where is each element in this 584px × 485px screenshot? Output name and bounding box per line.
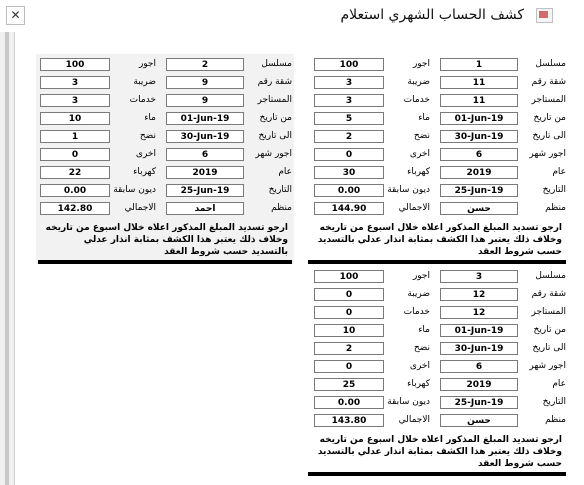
field-value-to-date[interactable]: 30-Jun-19 xyxy=(440,342,518,355)
field-label-tenant: المستاجر xyxy=(257,95,292,105)
record-selector-bar[interactable] xyxy=(0,32,15,485)
field-value-services[interactable]: 0 xyxy=(314,306,384,319)
field-value-drainage[interactable]: 1 xyxy=(40,130,110,143)
field-label-from-date: من تاريخ xyxy=(533,325,566,335)
field-value-wages[interactable]: 100 xyxy=(314,270,384,283)
field-value-organizer[interactable]: احمد xyxy=(166,202,244,215)
record-card-3 xyxy=(306,266,568,476)
window-title: كشف الحساب الشهري استعلام xyxy=(340,7,524,23)
field-value-apartment[interactable]: 11 xyxy=(440,76,518,89)
field-label-water: ماء xyxy=(418,113,430,123)
title-bar xyxy=(0,0,584,33)
field-label-other: اخرى xyxy=(135,149,156,159)
field-label-services: خدمات xyxy=(403,95,430,105)
field-label-to-date: الى تاريخ xyxy=(258,131,292,141)
field-value-year[interactable]: 2019 xyxy=(440,378,518,391)
payment-note: ارجو تسديد المبلغ المذكور اعلاه خلال اسبوع من تاريخه وخلاف ذلك يعتبر هذا الكشف بمثابة انذار عدلي بالتسديد حسب شروط العقد xyxy=(317,435,562,469)
field-label-tax: ضريبة xyxy=(407,77,430,87)
field-label-to-date: الى تاريخ xyxy=(532,131,566,141)
field-value-month-wages[interactable]: 6 xyxy=(166,148,244,161)
field-value-tax[interactable]: 0 xyxy=(314,288,384,301)
field-label-apartment: شقة رقم xyxy=(531,77,566,87)
field-label-total: الاجمالي xyxy=(398,203,430,213)
field-value-prev-debts[interactable]: 0.00 xyxy=(314,396,384,409)
field-value-from-date[interactable]: 01-Jun-19 xyxy=(440,112,518,125)
form-icon xyxy=(536,8,553,23)
field-label-to-date: الى تاريخ xyxy=(532,343,566,353)
close-button[interactable]: ✕ xyxy=(6,6,25,25)
field-label-month-wages: اجور شهر xyxy=(529,149,566,159)
field-value-water[interactable]: 5 xyxy=(314,112,384,125)
field-label-serial: مسلسل xyxy=(261,59,292,69)
field-value-tenant[interactable]: 12 xyxy=(440,306,518,319)
field-value-drainage[interactable]: 2 xyxy=(314,342,384,355)
field-value-electricity[interactable]: 25 xyxy=(314,378,384,391)
field-label-wages: اجور xyxy=(412,59,430,69)
field-label-tax: ضريبة xyxy=(407,289,430,299)
field-value-to-date[interactable]: 30-Jun-19 xyxy=(166,130,244,143)
field-value-year[interactable]: 2019 xyxy=(440,166,518,179)
field-value-water[interactable]: 10 xyxy=(40,112,110,125)
field-value-organizer[interactable]: حسن xyxy=(440,414,518,427)
field-value-to-date[interactable]: 30-Jun-19 xyxy=(440,130,518,143)
field-label-tenant: المستاجر xyxy=(531,307,566,317)
field-label-drainage: نضح xyxy=(139,131,156,141)
field-label-drainage: نضح xyxy=(413,343,430,353)
field-label-organizer: منظم xyxy=(545,415,566,425)
field-value-prev-debts[interactable]: 0.00 xyxy=(40,184,110,197)
field-label-year: عام xyxy=(278,167,292,177)
field-value-water[interactable]: 10 xyxy=(314,324,384,337)
field-value-serial[interactable]: 2 xyxy=(166,58,244,71)
field-label-year: عام xyxy=(552,379,566,389)
field-value-other[interactable]: 0 xyxy=(314,360,384,373)
field-value-serial[interactable]: 1 xyxy=(440,58,518,71)
field-label-apartment: شقة رقم xyxy=(531,289,566,299)
divider-line xyxy=(38,260,292,264)
field-label-organizer: منظم xyxy=(271,203,292,213)
field-label-electricity: كهرباء xyxy=(133,167,156,177)
field-label-date: التاريخ xyxy=(542,185,566,195)
field-value-total[interactable]: 142.80 xyxy=(40,202,110,215)
field-value-other[interactable]: 0 xyxy=(314,148,384,161)
field-label-wages: اجور xyxy=(412,271,430,281)
field-label-prev-debts: ديون سابقة xyxy=(387,185,430,195)
field-value-total[interactable]: 144.90 xyxy=(314,202,384,215)
field-label-services: خدمات xyxy=(129,95,156,105)
field-value-tax[interactable]: 3 xyxy=(40,76,110,89)
divider-line xyxy=(308,260,566,264)
field-label-tax: ضريبة xyxy=(133,77,156,87)
field-label-date: التاريخ xyxy=(542,397,566,407)
field-value-services[interactable]: 3 xyxy=(40,94,110,107)
field-value-from-date[interactable]: 01-Jun-19 xyxy=(166,112,244,125)
field-label-other: اخرى xyxy=(409,361,430,371)
field-label-tenant: المستاجر xyxy=(531,95,566,105)
payment-note: ارجو تسديد المبلغ المذكور اعلاه خلال اسبوع من تاريخه وخلاف ذلك يعتبر هذا الكشف بمثابة انذار عدلي بالتسديد حسب شروط العقد xyxy=(45,223,288,257)
field-label-organizer: منظم xyxy=(545,203,566,213)
field-value-wages[interactable]: 100 xyxy=(314,58,384,71)
field-value-total[interactable]: 143.80 xyxy=(314,414,384,427)
field-label-prev-debts: ديون سابقة xyxy=(113,185,156,195)
field-value-month-wages[interactable]: 6 xyxy=(440,148,518,161)
field-value-electricity[interactable]: 22 xyxy=(40,166,110,179)
field-value-month-wages[interactable]: 6 xyxy=(440,360,518,373)
field-label-serial: مسلسل xyxy=(535,59,566,69)
field-label-total: الاجمالي xyxy=(398,415,430,425)
field-label-drainage: نضح xyxy=(413,131,430,141)
field-label-serial: مسلسل xyxy=(535,271,566,281)
field-label-wages: اجور xyxy=(138,59,156,69)
field-label-services: خدمات xyxy=(403,307,430,317)
field-label-year: عام xyxy=(552,167,566,177)
field-label-from-date: من تاريخ xyxy=(533,113,566,123)
field-label-water: ماء xyxy=(418,325,430,335)
field-value-date[interactable]: 25-Jun-19 xyxy=(440,184,518,197)
field-value-wages[interactable]: 100 xyxy=(40,58,110,71)
field-value-date[interactable]: 25-Jun-19 xyxy=(166,184,244,197)
record-card-1 xyxy=(306,54,568,264)
field-value-drainage[interactable]: 2 xyxy=(314,130,384,143)
field-label-total: الاجمالي xyxy=(124,203,156,213)
field-value-year[interactable]: 2019 xyxy=(166,166,244,179)
field-value-serial[interactable]: 3 xyxy=(440,270,518,283)
field-value-tenant[interactable]: 11 xyxy=(440,94,518,107)
payment-note: ارجو تسديد المبلغ المذكور اعلاه خلال اسبوع من تاريخه وخلاف ذلك يعتبر هذا الكشف بمثابة انذار عدلي بالتسديد حسب شروط العقد xyxy=(317,223,562,257)
record-card-2 xyxy=(36,54,294,264)
field-label-electricity: كهرباء xyxy=(407,167,430,177)
divider-line xyxy=(308,472,566,476)
field-label-apartment: شقة رقم xyxy=(257,77,292,87)
field-label-water: ماء xyxy=(144,113,156,123)
field-value-apartment[interactable]: 12 xyxy=(440,288,518,301)
field-label-other: اخرى xyxy=(409,149,430,159)
field-label-month-wages: اجور شهر xyxy=(529,361,566,371)
field-label-from-date: من تاريخ xyxy=(259,113,292,123)
field-label-prev-debts: ديون سابقة xyxy=(387,397,430,407)
field-label-date: التاريخ xyxy=(268,185,292,195)
field-value-apartment[interactable]: 9 xyxy=(166,76,244,89)
field-value-organizer[interactable]: حسن xyxy=(440,202,518,215)
field-value-tax[interactable]: 3 xyxy=(314,76,384,89)
field-label-electricity: كهرباء xyxy=(407,379,430,389)
field-value-other[interactable]: 0 xyxy=(40,148,110,161)
field-value-prev-debts[interactable]: 0.00 xyxy=(314,184,384,197)
field-value-date[interactable]: 25-Jun-19 xyxy=(440,396,518,409)
field-value-services[interactable]: 3 xyxy=(314,94,384,107)
field-label-month-wages: اجور شهر xyxy=(255,149,292,159)
field-value-tenant[interactable]: 9 xyxy=(166,94,244,107)
field-value-electricity[interactable]: 30 xyxy=(314,166,384,179)
field-value-from-date[interactable]: 01-Jun-19 xyxy=(440,324,518,337)
